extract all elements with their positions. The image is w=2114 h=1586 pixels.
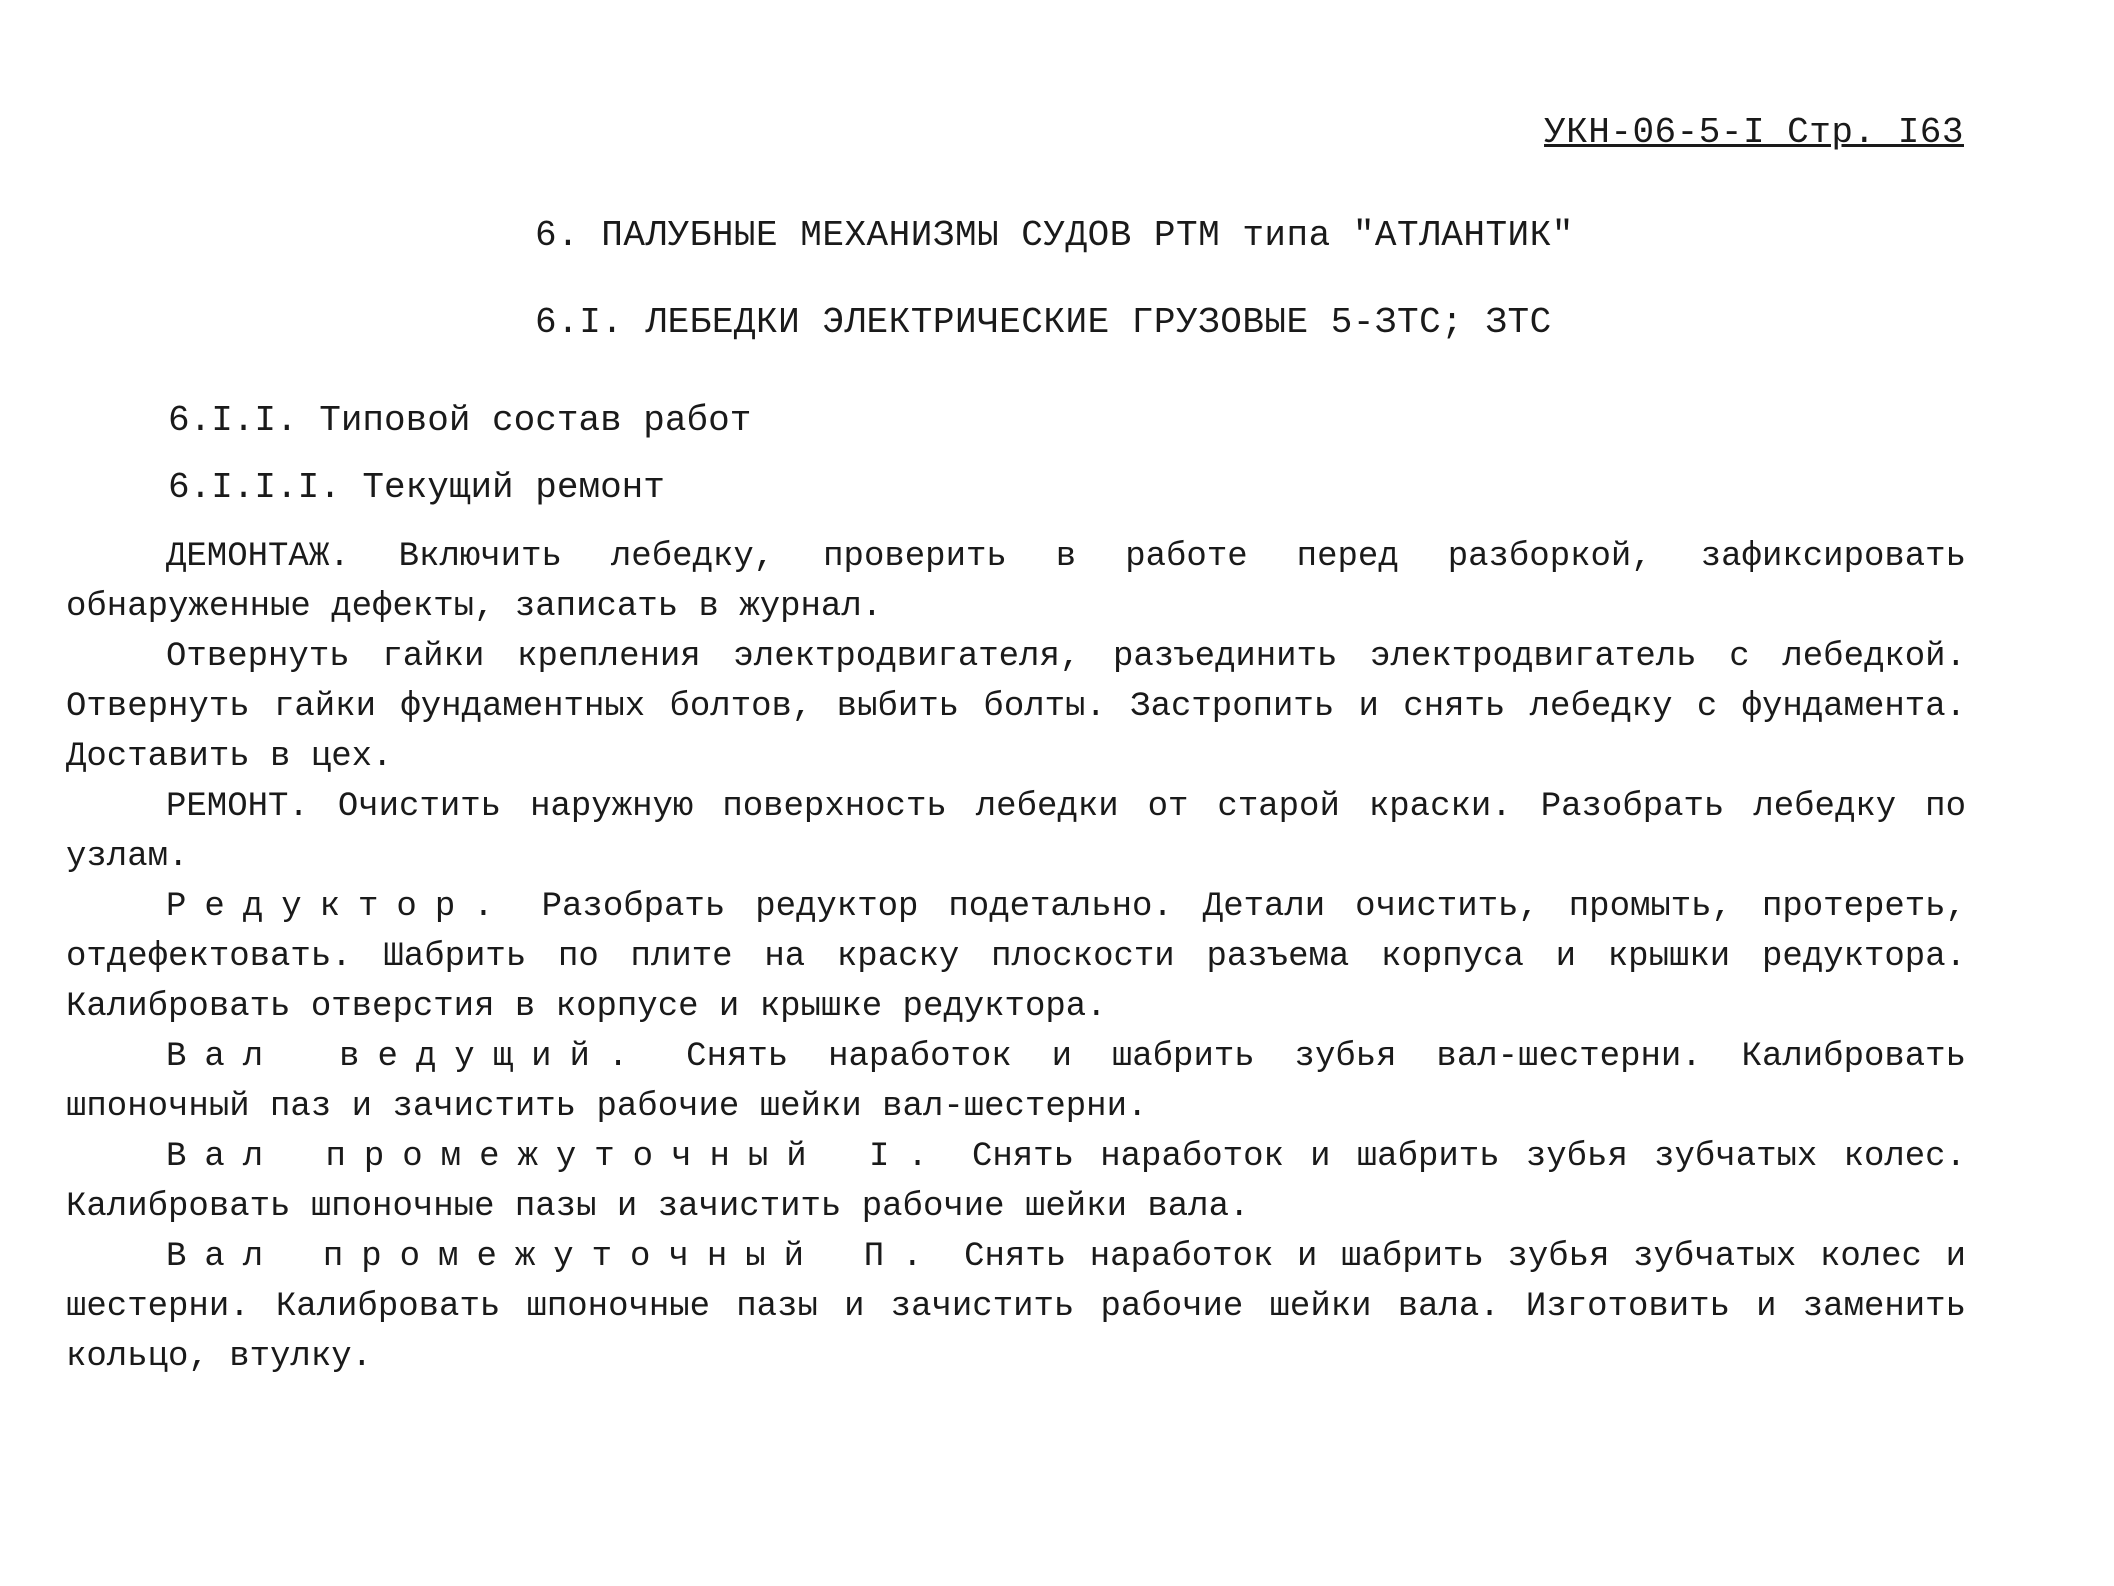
section-title: 6. ПАЛУБНЫЕ МЕХАНИЗМЫ СУДОВ РТМ типа "АТЛАНТИК" bbox=[535, 215, 1574, 256]
work-composition-heading: 6.I.I. Типовой состав работ bbox=[168, 400, 752, 441]
document-reference: УКН-06-5-I Стр. I63 bbox=[1544, 112, 1964, 153]
intermediate-shaft-1-text: Снять наработок и шабрить зубья зубчатых колес. Калибровать шпоночные пазы и зачистить рабочие шейки вала. bbox=[66, 1138, 1966, 1226]
current-repair-heading: 6.I.I.I. Текущий ремонт bbox=[168, 467, 665, 508]
intermediate-shaft-2-text: Снять наработок и шабрить зубья зубчатых колес и шестерни. Калибровать шпоночные пазы и зачистить рабочие шейки вала. Изготовить и заменить кольцо, втулку. bbox=[66, 1238, 1966, 1376]
document-body bbox=[66, 532, 1966, 1382]
paragraph-drive-shaft bbox=[66, 1032, 1966, 1132]
paragraph-repair: РЕМОНТ. Очистить наружную поверхность лебедки от старой краски. Разобрать лебедку по узлам. bbox=[66, 788, 1966, 876]
subsection-title: 6.I. ЛЕБЕДКИ ЭЛЕКТРИЧЕСКИЕ ГРУЗОВЫЕ 5-ЗТС; ЗТС bbox=[535, 302, 1552, 343]
drive-shaft-text: Снять наработок и шабрить зубья вал-шестерни. Калибровать шпоночный паз и зачистить рабочие шейки вал-шестерни. bbox=[66, 1038, 1966, 1126]
reducer-text: Разобрать редуктор подетально. Детали очистить, промыть, протереть, отдефектовать. Шабрить по плите на краску плоскости разъема корпуса и крышки редуктора. Калибровать отверстия в корпусе и крышке редуктора. bbox=[66, 888, 1966, 1026]
paragraph-unmounting: Отвернуть гайки крепления электродвигателя, разъединить электродвигатель с лебедкой. Отвернуть гайки фундаментных болтов, выбить болты. Застропить и снять лебедку с фундамента. Доставить в цех. bbox=[66, 638, 1966, 776]
intermediate-shaft-2-lead: Вал промежуточный П. bbox=[166, 1238, 941, 1276]
paragraph-dismantling: ДЕМОНТАЖ. Включить лебедку, проверить в работе перед разборкой, зафиксировать обнаруженные дефекты, записать в журнал. bbox=[66, 538, 1966, 626]
intermediate-shaft-1-lead: Вал промежуточный I. bbox=[166, 1138, 946, 1176]
paragraph-intermediate-shaft-1 bbox=[66, 1132, 1966, 1232]
drive-shaft-lead: Вал ведущий. bbox=[166, 1038, 647, 1076]
paragraph-reducer bbox=[66, 882, 1966, 1032]
paragraph-intermediate-shaft-2 bbox=[66, 1232, 1966, 1382]
reducer-lead: Редуктор. bbox=[166, 888, 512, 926]
